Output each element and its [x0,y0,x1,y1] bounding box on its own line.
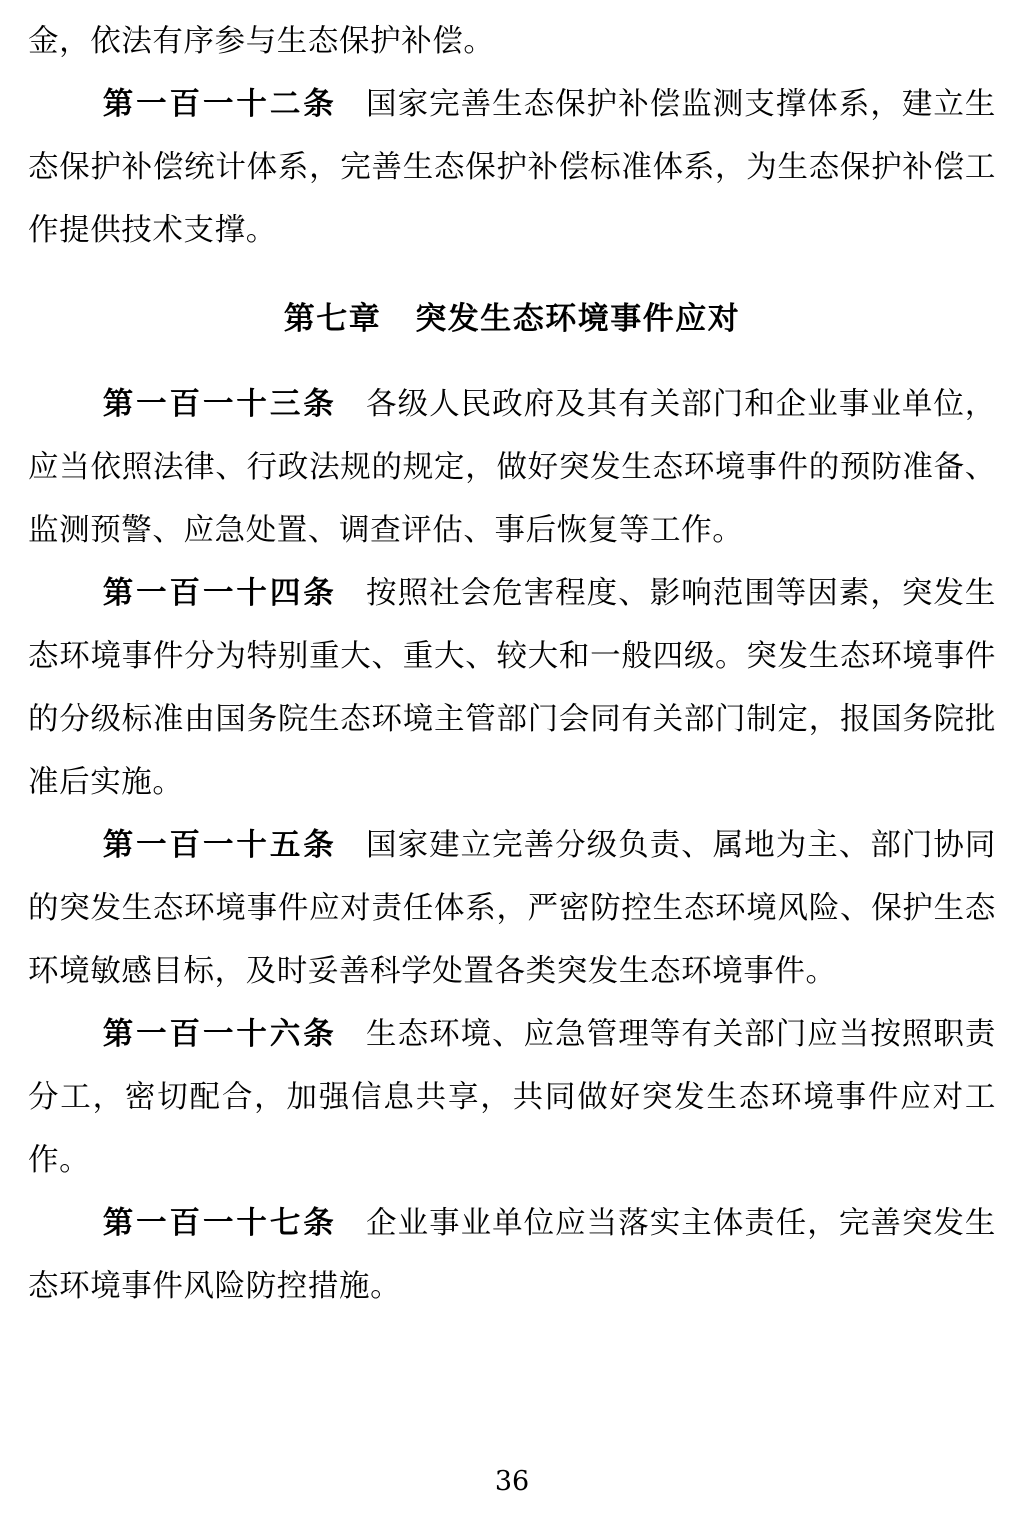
article-text: 国家建立完善分级负责、属地为主、部门协同的突发生态环境事件应对责任体系，严密防控生态环境风险、保护生态环境敏感目标，及时妥善科学处置各类突发生态环境事件。 [28,828,997,989]
article-117 [28,1192,996,1318]
paragraph-text: 金，依法有序参与生态保护补偿。 [28,24,495,59]
article-label: 第一百一十七条 [102,1205,337,1241]
article-label: 第一百一十二条 [102,86,337,122]
chapter-number: 第七章 [283,301,382,337]
chapter-heading [28,288,996,351]
chapter-title: 突发生态环境事件应对 [415,301,741,337]
article-label: 第一百一十四条 [102,575,337,611]
article-text: 国家完善生态保护补偿监测支撑体系，建立生态保护补偿统计体系，完善生态保护补偿标准体系，为生态保护补偿工作提供技术支撑。 [28,87,997,248]
article-112 [28,73,996,262]
article-text: 生态环境、应急管理等有关部门应当按照职责分工，密切配合，加强信息共享，共同做好突发生态环境事件应对工作。 [28,1017,997,1178]
article-116 [28,1003,996,1192]
paragraph-continuation [28,10,996,73]
article-113 [28,373,996,562]
article-115 [28,814,996,1003]
article-label: 第一百一十三条 [102,386,337,422]
article-text: 按照社会危害程度、影响范围等因素，突发生态环境事件分为特别重大、重大、较大和一般四级。突发生态环境事件的分级标准由国务院生态环境主管部门会同有关部门制定，报国务院批准后实施。 [28,576,997,800]
article-114 [28,562,996,814]
article-text: 各级人民政府及其有关部门和企业事业单位，应当依照法律、行政法规的规定，做好突发生态环境事件的预防准备、监测预警、应急处置、调查评估、事后恢复等工作。 [28,387,997,548]
article-label: 第一百一十五条 [102,827,337,863]
article-text: 企业事业单位应当落实主体责任，完善突发生态环境事件风险防控措施。 [28,1206,997,1304]
article-label: 第一百一十六条 [102,1016,337,1052]
page-number: 36 [494,1466,530,1497]
